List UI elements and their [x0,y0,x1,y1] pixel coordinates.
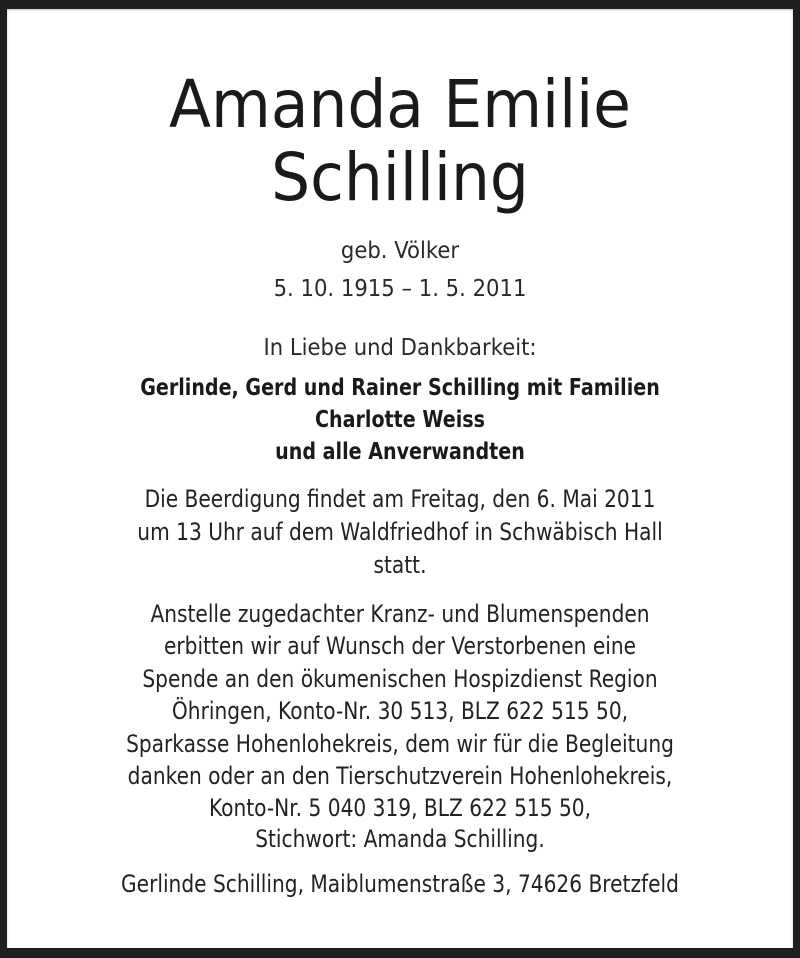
dedication: In Liebe und Dankbarkeit: [263,335,537,361]
mourner-line: und alle Anverwandten [275,439,525,465]
mourner-line: Gerlinde, Gerd und Rainer Schilling mit Familien [140,375,660,401]
funeral-line: Die Beerdigung findet am Freitag, den 6. Mai 2011 [144,485,656,513]
donation-line: danken oder an den Tierschutzverein Hohenlohekreis, [127,762,673,790]
donation-line: erbitten wir auf Wunsch der Verstorbenen eine [163,632,637,660]
funeral-line: statt. [373,551,427,579]
deceased-name-first: Amanda Emilie [169,66,631,143]
maiden-name: geb. Völker [340,238,460,264]
donation-line: Anstelle zugedachter Kranz- und Blumenspenden [150,600,650,628]
funeral-line: um 13 Uhr auf dem Waldfriedhof in Schwäbisch Hall [137,518,663,546]
obituary-notice [7,9,793,948]
donation-line: Öhringen, Konto-Nr. 30 513, BLZ 622 515 50, [171,697,629,725]
donation-line: Konto-Nr. 5 040 319, BLZ 622 515 50, [208,794,592,822]
donation-line: Spende an den ökumenischen Hospizdienst Region [142,665,658,693]
life-dates: 5. 10. 1915 – 1. 5. 2011 [273,276,527,302]
mourner-line: Charlotte Weiss [315,407,485,433]
donation-line: Stichwort: Amanda Schilling. [255,825,545,853]
contact-address: Gerlinde Schilling, Maiblumenstraße 3, 74626 Bretzfeld [121,870,679,898]
deceased-name-last: Schilling [271,139,529,216]
donation-line: Sparkasse Hohenlohekreis, dem wir für die Begleitung [126,730,674,758]
